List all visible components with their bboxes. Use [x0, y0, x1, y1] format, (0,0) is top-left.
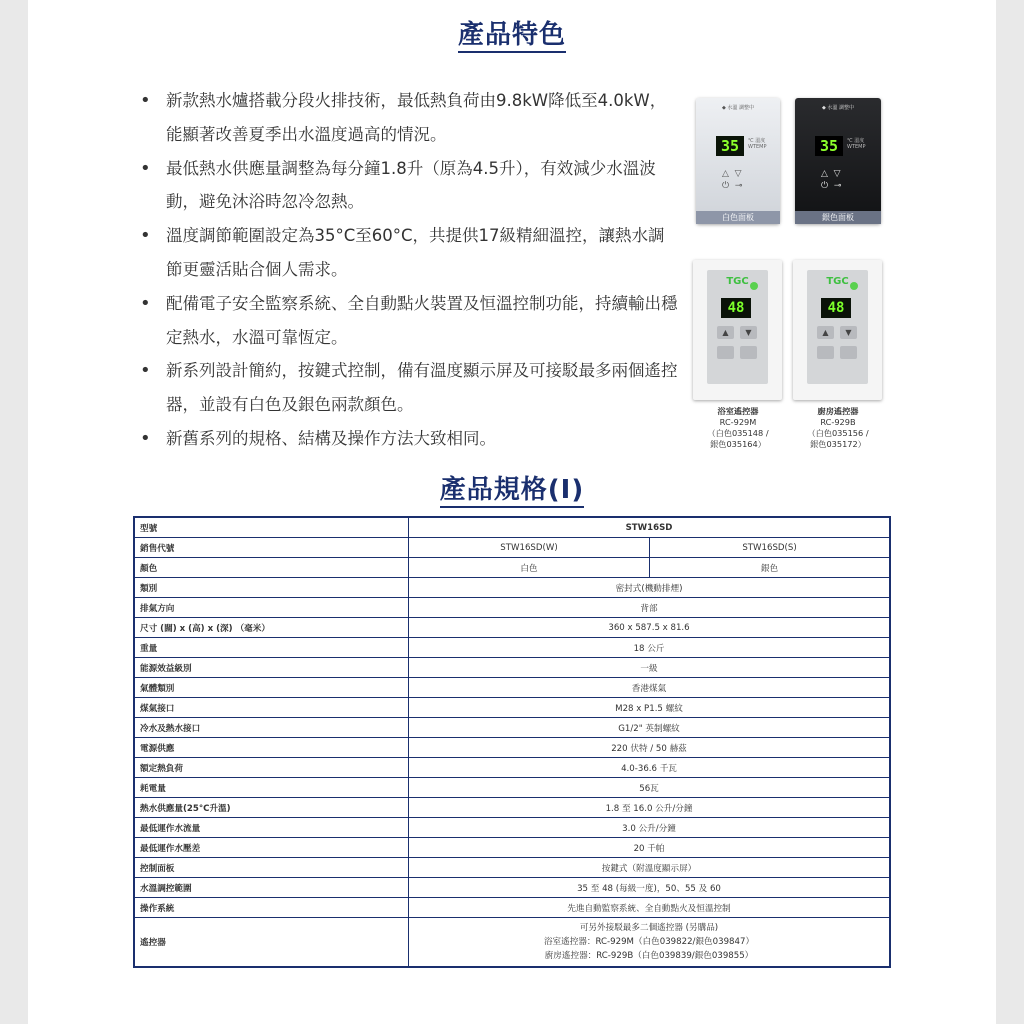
spec-label: 控制面板 — [134, 858, 409, 878]
spec-label: 最低運作水流量 — [134, 818, 409, 838]
down-arrow-icon: ▼ — [840, 326, 857, 339]
power-icon — [817, 346, 834, 359]
specs-heading: 產品規格(I) — [28, 469, 996, 506]
panel-top-text: ◆ 水溫 調整中 — [721, 105, 755, 111]
remote-name: 廚房遙控器 — [817, 406, 859, 416]
spec-value: M28 x P1.5 螺紋 — [409, 698, 891, 718]
down-arrow-icon: ▼ — [740, 326, 757, 339]
feature-item: • 新系列設計簡約，按鍵式控制，備有溫度顯示屏及可接駁最多兩個遙控器，並設有白色及銀色兩款顏色。 — [140, 354, 680, 422]
remote-codes: 銀色035172） — [810, 439, 866, 449]
spec-label: 遙控器 — [134, 918, 409, 968]
table-row — [134, 898, 890, 918]
spec-value: 香港煤氣 — [409, 678, 891, 698]
panel-display: 35 — [815, 136, 843, 156]
remote-name: 浴室遙控器 — [717, 406, 759, 416]
spec-value: 20 千帕 — [409, 838, 891, 858]
spec-value — [409, 918, 891, 968]
remote-display: 48 — [821, 298, 851, 318]
remote-model: RC-929B — [820, 417, 856, 427]
remote-codes: （白色035148 / — [707, 428, 769, 438]
spec-value: G1/2" 英制螺紋 — [409, 718, 891, 738]
table-row — [134, 778, 890, 798]
remote-model: RC-929M — [719, 417, 757, 427]
table-row — [134, 638, 890, 658]
remote-codes: （白色035156 / — [807, 428, 869, 438]
table-row — [134, 538, 890, 558]
spec-label: 銷售代號 — [134, 538, 409, 558]
table-row — [134, 758, 890, 778]
feature-item: • 配備電子安全監察系統、全自動點火裝置及恒溫控制功能，持續輸出穩定熱水，水溫可靠恆定。 — [140, 287, 680, 355]
feature-item: • 最低熱水供應量調整為每分鐘1.8升（原為4.5升），有效減少水溫波動，避免沐浴時忽冷忽熱。 — [140, 152, 680, 220]
spec-value: 一級 — [409, 658, 891, 678]
spec-value: 220 伏特 / 50 赫茲 — [409, 738, 891, 758]
function-icon — [840, 346, 857, 359]
spec-label: 能源效益級別 — [134, 658, 409, 678]
spec-value: 背部 — [409, 598, 891, 618]
spec-value: 密封式(機動排煙) — [409, 578, 891, 598]
remote-line: 廚房遙控器：RC-929B（白色039839/銀色039855） — [544, 951, 754, 961]
panel-display-unit: ℃ 溫度 WTEMP — [847, 138, 866, 150]
table-row — [134, 517, 890, 538]
spec-label: 顏色 — [134, 558, 409, 578]
table-row — [134, 838, 890, 858]
feature-item: • 新款熱水爐搭載分段火排技術，最低熱負荷由9.8kW降低至4.0kW，能顯著改善夏季出水溫度過高的情況。 — [140, 84, 680, 152]
spec-value: 4.0-36.6 千瓦 — [409, 758, 891, 778]
spec-label: 尺寸 (闊) x (高) x (深) （毫米） — [134, 618, 409, 638]
table-row — [134, 658, 890, 678]
features-heading: 產品特色 — [28, 14, 996, 51]
spec-label: 最低運作水壓差 — [134, 838, 409, 858]
spec-value: 35 至 48 (每級一度)，50、55 及 60 — [409, 878, 891, 898]
spec-value: 先進自動監察系統、全自動點火及恒溫控制 — [409, 898, 891, 918]
table-row — [134, 558, 890, 578]
remote-display: 48 — [721, 298, 751, 318]
spec-label: 水溫調控範圍 — [134, 878, 409, 898]
indicator-light-icon — [850, 282, 858, 290]
table-row — [134, 678, 890, 698]
spec-value: 銀色 — [650, 558, 891, 578]
table-row — [134, 598, 890, 618]
spec-table — [133, 516, 891, 968]
spec-label: 電源供應 — [134, 738, 409, 758]
bathroom-remote-caption — [688, 406, 788, 450]
panel-display-unit: ℃ 溫度 WTEMP — [748, 138, 767, 150]
table-row — [134, 698, 890, 718]
spec-value: 360 x 587.5 x 81.6 — [409, 618, 891, 638]
table-row — [134, 738, 890, 758]
document-page — [28, 0, 996, 1024]
spec-value: STW16SD — [409, 517, 891, 538]
spec-value: 3.0 公升/分鐘 — [409, 818, 891, 838]
feature-item: • 溫度調節範圍設定為35°C至60°C，共提供17級精細溫控，讓熱水調節更靈活貼合個人需求。 — [140, 219, 680, 287]
spec-label: 煤氣接口 — [134, 698, 409, 718]
spec-value: 按鍵式（附溫度顯示屏） — [409, 858, 891, 878]
spec-label: 型號 — [134, 517, 409, 538]
panel-keys: △ ▽ ⏻ ⊸ — [722, 169, 743, 191]
panel-label: 銀色面板 — [795, 211, 881, 224]
table-row — [134, 618, 890, 638]
kitchen-remote-caption — [788, 406, 888, 450]
feature-item: • 新舊系列的規格、結構及操作方法大致相同。 — [140, 422, 680, 456]
table-row — [134, 818, 890, 838]
spec-label: 耗電量 — [134, 778, 409, 798]
table-row — [134, 578, 890, 598]
table-row — [134, 918, 890, 968]
spec-value: 1.8 至 16.0 公升/分鐘 — [409, 798, 891, 818]
table-row — [134, 878, 890, 898]
remote-line: 浴室遙控器：RC-929M（白色039822/銀色039847） — [543, 937, 755, 947]
table-row — [134, 718, 890, 738]
silver-control-panel-image — [795, 98, 881, 224]
spec-label: 額定熱負荷 — [134, 758, 409, 778]
spec-value: STW16SD(S) — [650, 538, 891, 558]
remote-line: 可另外接駁最多二個遙控器 (另購品) — [579, 923, 719, 933]
function-icon — [740, 346, 757, 359]
spec-label: 熱水供應量(25°C升溫) — [134, 798, 409, 818]
white-control-panel-image — [696, 98, 780, 224]
power-icon — [717, 346, 734, 359]
spec-value: 白色 — [409, 558, 650, 578]
bathroom-remote-image — [693, 260, 782, 400]
spec-label: 重量 — [134, 638, 409, 658]
panel-top-text: ◆ 水溫 調整中 — [821, 105, 855, 111]
up-arrow-icon: ▲ — [717, 326, 734, 339]
spec-value: 56瓦 — [409, 778, 891, 798]
table-row — [134, 798, 890, 818]
panel-keys: △ ▽ ⏻ ⊸ — [821, 169, 842, 191]
spec-label: 操作系統 — [134, 898, 409, 918]
spec-label: 排氣方向 — [134, 598, 409, 618]
table-row — [134, 858, 890, 878]
feature-list — [140, 84, 680, 456]
indicator-light-icon — [750, 282, 758, 290]
brand-logo: TGC — [726, 276, 749, 287]
panel-display: 35 — [716, 136, 744, 156]
spec-label: 類別 — [134, 578, 409, 598]
kitchen-remote-image — [793, 260, 882, 400]
brand-logo: TGC — [826, 276, 849, 287]
spec-value: 18 公斤 — [409, 638, 891, 658]
spec-label: 氣體類別 — [134, 678, 409, 698]
spec-label: 冷水及熱水接口 — [134, 718, 409, 738]
up-arrow-icon: ▲ — [817, 326, 834, 339]
panel-label: 白色面板 — [696, 211, 780, 224]
spec-value: STW16SD(W) — [409, 538, 650, 558]
remote-codes: 銀色035164） — [710, 439, 766, 449]
